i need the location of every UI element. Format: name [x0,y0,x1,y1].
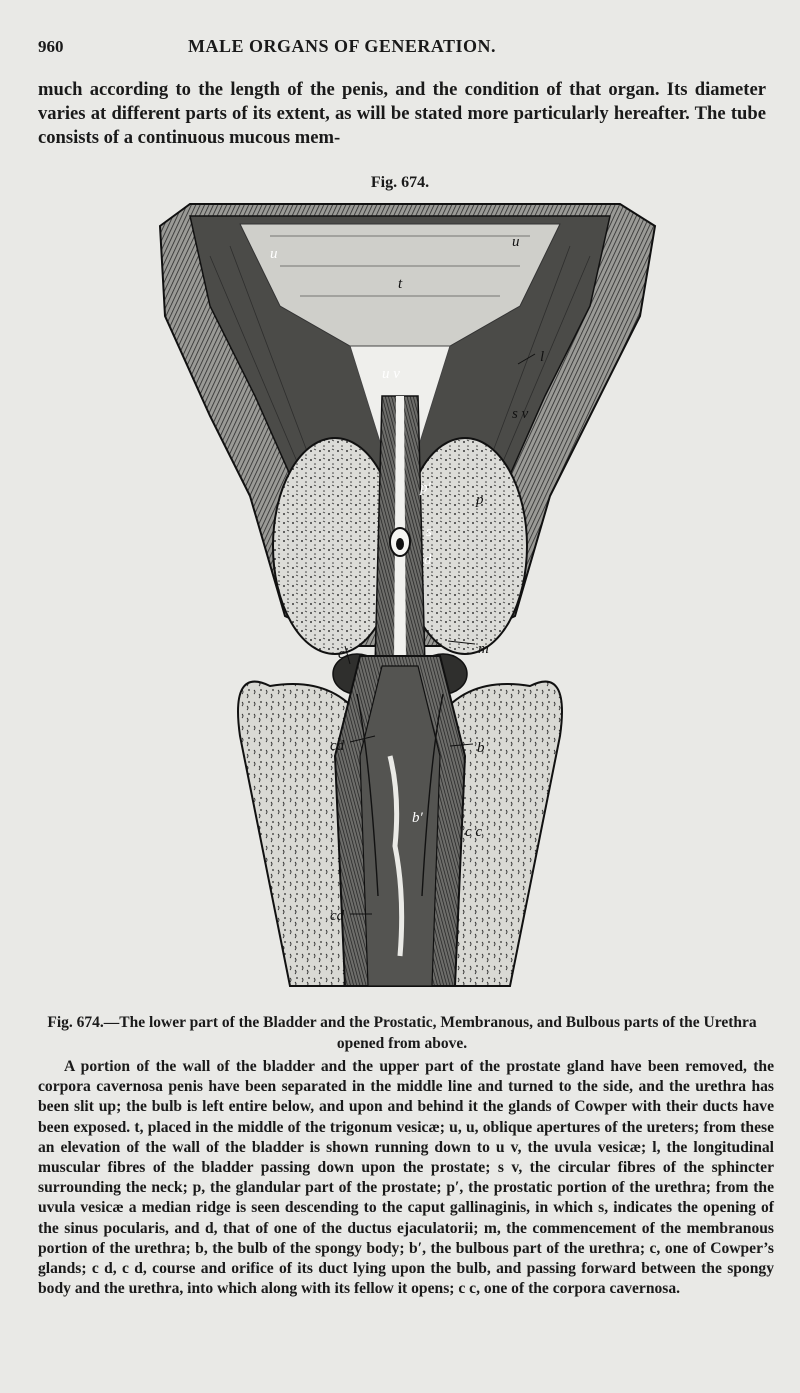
label-b: b [477,740,485,756]
label-m: m [478,641,489,657]
label-cd-lower: cd [330,908,345,924]
label-t: t [398,276,403,292]
label-p-prime: p′ [420,480,431,496]
label-sv: s v [512,406,529,422]
running-title: MALE ORGANS OF GENERATION. [188,36,497,56]
label-u-left: u [270,246,278,262]
label-d: d [424,552,432,568]
label-uv: u v [382,366,400,382]
figure-label: Fig. 674. [370,174,430,191]
figure-caption: Fig. 674.—The lower part of the Bladder and the Prostatic, Membranous, and Bulbous parts of the Urethra opened from above. [47,1014,757,1052]
label-b-prime: b′ [412,810,423,826]
label-p: p [476,492,484,508]
page-number: 960 [38,37,64,56]
page-header [38,36,778,57]
label-cd-upper: cd [330,738,345,754]
label-u-right: u [512,234,520,250]
label-s: s [426,524,432,540]
label-l: l [540,349,545,365]
label-c: c [338,646,345,662]
anatomical-figure [120,196,680,996]
label-cc: c c [465,824,483,840]
description-paragraph: A portion of the wall of the bladder and the upper part of the prostate gland have been removed, the corpora cavernosa penis have been separated in the middle line and turned to the side, and the urethra has been slit up; the bulb is left entire below, and upon and behind it the glands of Cowper with their ducts have been exposed. t, placed in the middle of the trigonum vesicæ; u, u, oblique apertures of the ureters; from these an elevation of the wall of the bladder is shown running down to u v, the uvula vesicæ; l, the longitudinal muscular fibres of the bladder passing down upon the prostate; s v, the circular fibres of the sphincter surrounding the neck; p, the glandular part of the prostate; p′, the prostatic portion of the urethra; from the uvula vesicæ a median ridge is seen descending to the caput gallinaginis, in which s, indicates the opening of the sinus pocularis, and d, that of one of the ductus ejaculatorii; m, the commencement of the membranous portion of the urethra; b, the bulb of the spongy body; b′, the bulbous part of the urethra; c, one of Cowper’s glands; c d, c d, course and orifice of its duct lying upon the bulb, and passing forward between the spongy body and the urethra, into which along with its fellow it opens; c c, one of the corpora cavernosa. [38,1058,774,1298]
figure-illustration [120,196,680,996]
intro-paragraph: much according to the length of the penis, and the condition of that organ. Its diameter varies at different parts of its extent, as will be stated more particularly hereafter. The tube consists of a continuous mucous mem- [38,79,766,148]
